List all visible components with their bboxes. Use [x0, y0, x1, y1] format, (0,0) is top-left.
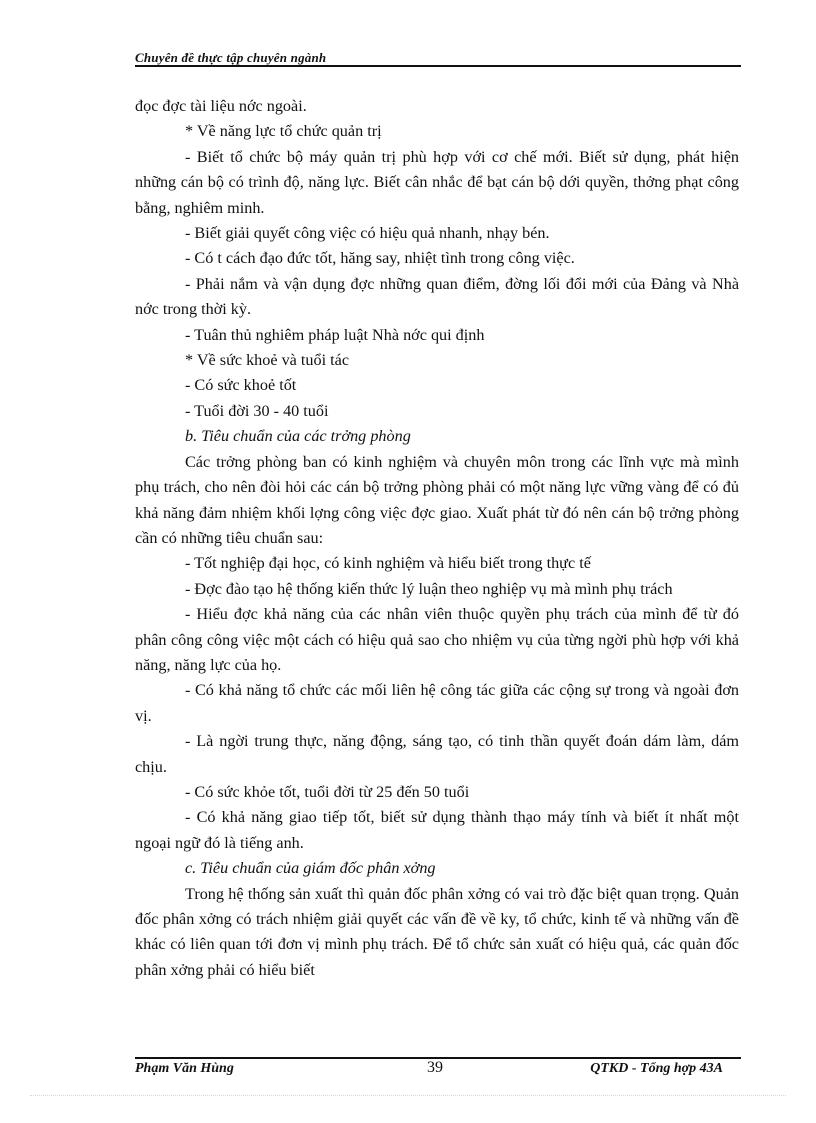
page-number: 39 [427, 1059, 443, 1076]
header-rule [135, 65, 741, 67]
paragraph: - Có khả năng tổ chức các mối liên hệ công tác giữa các cộng sự trong và ngoài đơn vị. [135, 681, 739, 725]
paragraph: - Tốt nghiệp đại học, có kinh nghiệm và hiểu biết trong thực tế [185, 554, 591, 573]
page-bottom-divider [30, 1095, 786, 1096]
paragraph: - Biết giải quyết công việc có hiệu quả nhanh, nhạy bén. [185, 224, 550, 243]
page-footer [135, 1055, 741, 1085]
footer-author: Phạm Văn Hùng [135, 1061, 234, 1076]
paragraph: * Về sức khoẻ và tuổi tác [185, 351, 350, 370]
paragraph: - Tuân thủ nghiêm pháp luật Nhà nớc qui định [185, 325, 485, 344]
paragraph: đọc đợc tài liệu nớc ngoài. [135, 97, 307, 115]
paragraph: Trong hệ thống sản xuất thì quản đốc phân xởng có vai trò đặc biệt quan trọng. Quản đốc phân xởng có trách nhiệm giải quyết các vấn đề về ky, tổ chức, kinh tế và những vấn đề khác có liên quan tới đơn vị mình phụ trách. Để tổ chức sản xuất có hiệu quả, các quản đốc phân xởng phải có hiểu biết [135, 884, 739, 979]
footer-class-label: QTKD - Tổng hợp 43A [590, 1061, 723, 1076]
paragraph: - Phải nắm và vận dụng đợc những quan điểm, đờng lối đổi mới của Đảng và Nhà nớc trong thời kỳ. [135, 274, 739, 319]
section-heading: c. Tiêu chuẩn của giám đốc phân xởng [185, 859, 436, 878]
paragraph: - Là ngời trung thực, năng động, sáng tạo, có tinh thần quyết đoán dám làm, dám chịu. [135, 732, 739, 776]
paragraph: - Có khả năng giao tiếp tốt, biết sử dụng thành thạo máy tính và biết ít nhất một ngoại ngữ đó là tiếng anh. [135, 808, 739, 852]
paragraph: - Tuổi đời 30 - 40 tuổi [185, 401, 329, 420]
paragraph: - Có sức khỏe tốt, tuổi đời từ 25 đến 50 tuổi [185, 782, 470, 801]
paragraph: - Có t cách đạo đức tốt, hăng say, nhiệt tình trong công việc. [185, 249, 575, 268]
page-header [135, 50, 741, 70]
paragraph: * Về năng lực tổ chức quản trị [185, 122, 382, 141]
header-title: Chuyên đề thực tập chuyên ngành [135, 50, 327, 65]
paragraph: Các trởng phòng ban có kinh nghiệm và chuyên môn trong các lĩnh vực mà mình phụ trách, cho nên đòi hỏi các cán bộ trởng phòng phải có một năng lực vững vàng để có đủ khả năng đảm nhiệm khối lợng công việc đợc giao. Xuất phát từ đó nên cán bộ trởng phòng cần có những tiêu chuẩn sau: [135, 452, 739, 547]
paragraph: - Có sức khoẻ tốt [185, 376, 297, 395]
paragraph: - Biết tổ chức bộ máy quản trị phù hợp với cơ chế mới. Biết sử dụng, phát hiện những cán bộ có trình độ, năng lực. Biết cân nhắc để bạt cán bộ dới quyền, thởng phạt công bằng, nghiêm minh. [135, 147, 739, 217]
paragraph: - Đợc đào tạo hệ thống kiến thức lý luận theo nghiệp vụ mà mình phụ trách [185, 579, 673, 598]
paragraph: - Hiểu đợc khả năng của các nhân viên thuộc quyền phụ trách của mình để từ đó phân công công việc một cách có hiệu quả sao cho nhiệm vụ của từng ngời phù hợp với khả năng, năng lực của họ. [135, 605, 739, 674]
section-heading: b. Tiêu chuẩn của các trởng phòng [185, 427, 411, 446]
body-text [135, 94, 739, 983]
